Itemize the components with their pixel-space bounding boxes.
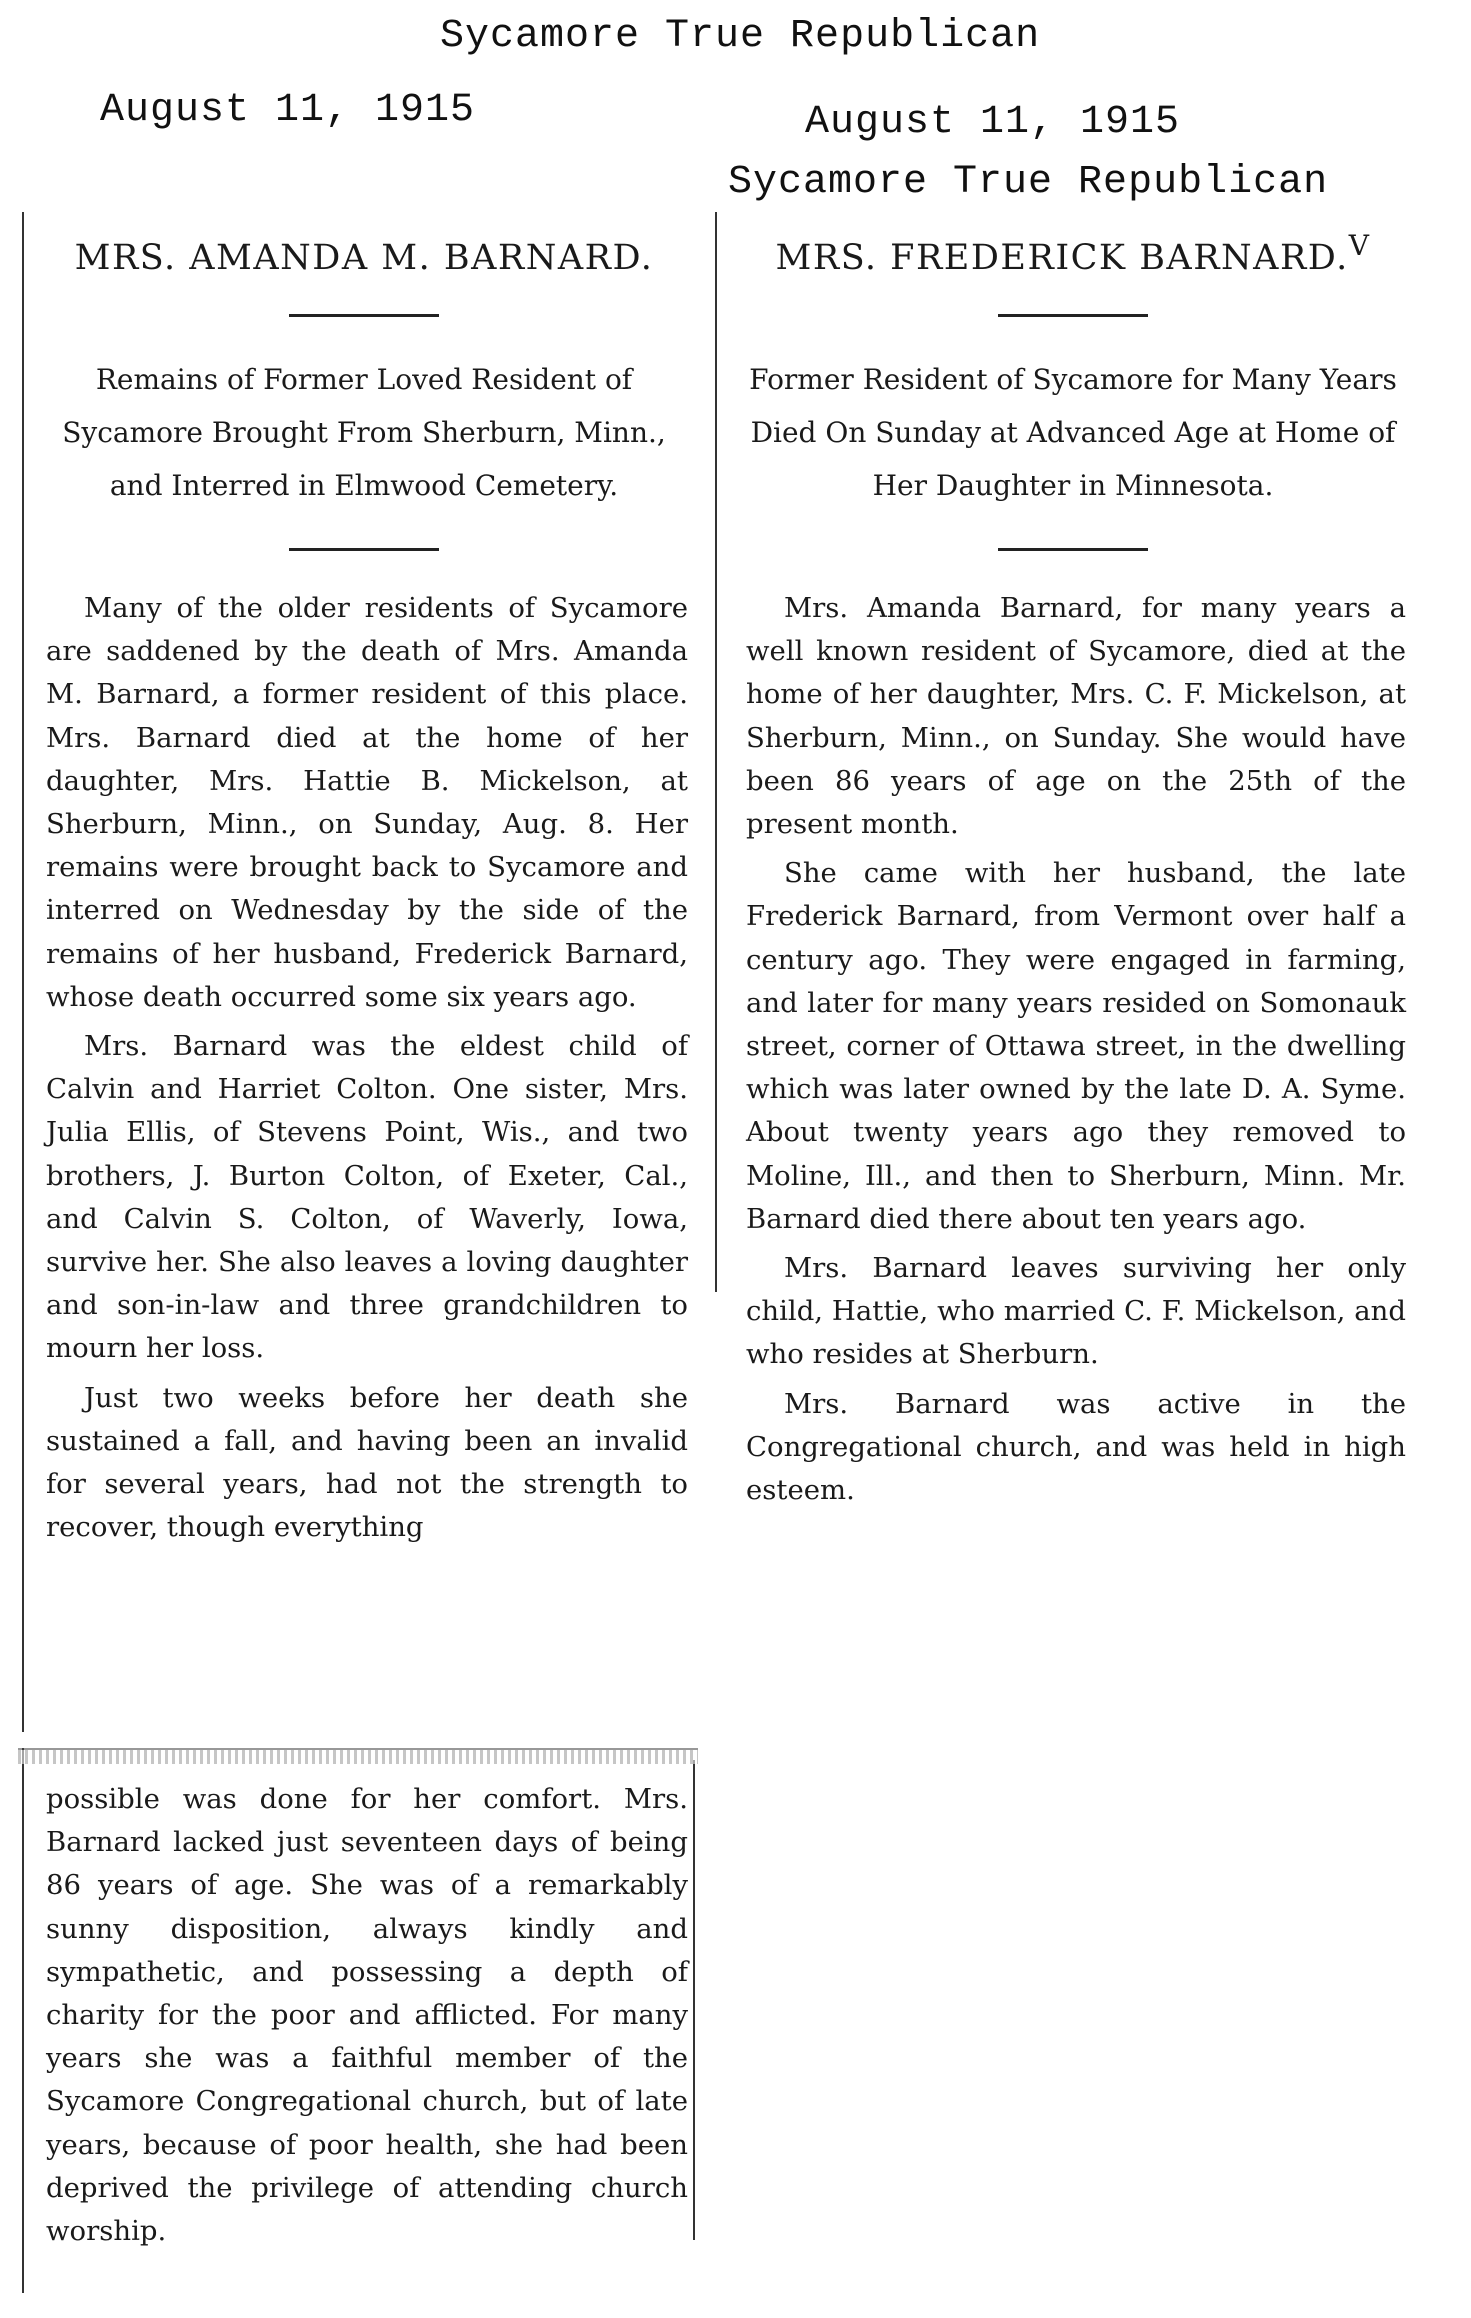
date-right: August 11, 1915: [805, 100, 1181, 145]
column-rule-left-continuation: [22, 1748, 24, 2293]
date-left: August 11, 1915: [100, 88, 476, 133]
right-article: [728, 212, 1418, 1752]
left-subhead: Remains of Former Loved Resident of Sycamore Brought From Sherburn, Minn., and Interred in Elmwood Cemetery.: [62, 363, 666, 502]
right-paragraph-2: She came with her husband, the late Frederick Barnard, from Vermont over half a century ago. They were engaged in farming, and later for many years resided on Somonauk street, corner of Ottawa street, in the dwelling which was later owned by the late D. A. Syme. About twenty years ago they removed to Moline, Ill., and then to Sherburn, Minn. Mr. Barnard died there about ten years ago.: [746, 857, 1406, 1235]
left-article: [28, 212, 700, 1732]
publication-title-top: Sycamore True Republican: [440, 14, 1041, 59]
left-headline: MRS. AMANDA M. BARNARD.: [74, 238, 654, 278]
check-mark: V: [1348, 229, 1371, 262]
left-body: [46, 587, 688, 1549]
right-paragraph-1: Mrs. Amanda Barnard, for many years a well known resident of Sycamore, died at the home of her daughter, Mrs. C. F. Mickelson, at Sherburn, Minn., on Sunday. She would have been 86 years of age on the 25th of the present month.: [746, 592, 1406, 841]
publication-title-right: Sycamore True Republican: [728, 160, 1329, 205]
left-continuation-body: [46, 1778, 688, 2253]
left-continuation-paragraph: possible was done for her comfort. Mrs. Barnard lacked just seventeen days of being 86 years of age. She was of a remarkably sunny disposition, always kindly and sympathetic, and possessing a depth of charity for the poor and afflicted. For many years she was a faithful member of the Sycamore Congregational church, but of late years, because of poor health, she had been deprived the privilege of attending church worship.: [46, 1783, 688, 2248]
subhead-divider-right: [998, 548, 1148, 551]
left-paragraph-1: Many of the older residents of Sycamore are saddened by the death of Mrs. Amanda M. Barnard, a former resident of this place. Mrs. Barnard died at the home of her daughter, Mrs. Hattie B. Mickelson, at Sherburn, Minn., on Sunday, Aug. 8. Her remains were brought back to Sycamore and interred on Wednesday by the side of the remains of her husband, Frederick Barnard, whose death occurred some six years ago.: [46, 592, 688, 1013]
right-paragraph-3: Mrs. Barnard leaves surviving her only child, Hattie, who married C. F. Mickelson, and who resides at Sherburn.: [746, 1252, 1406, 1371]
headline-divider-right: [998, 314, 1148, 317]
headline-divider: [289, 314, 439, 317]
right-body: [746, 587, 1406, 1512]
left-paragraph-2: Mrs. Barnard was the eldest child of Calvin and Harriet Colton. One sister, Mrs. Julia Ellis, of Stevens Point, Wis., and two brothers, J. Burton Colton, of Exeter, Cal., and Calvin S. Colton, of Waverly, Iowa, survive her. She also leaves a loving daughter and son-in-law and three grandchildren to mourn her loss.: [46, 1030, 688, 1365]
right-subhead: Former Resident of Sycamore for Many Years Died On Sunday at Advanced Age at Home of Her Daughter in Minnesota.: [749, 363, 1397, 502]
left-article-continuation: [28, 1748, 700, 2293]
column-rule-middle: [715, 212, 717, 1292]
left-paragraph-3: Just two weeks before her death she sustained a fall, and having been an invalid for several years, had not the strength to recover, though everything: [46, 1381, 688, 1544]
column-rule-left: [22, 212, 24, 1732]
right-headline-text: MRS. FREDERICK BARNARD.: [775, 238, 1349, 278]
subhead-divider: [289, 548, 439, 551]
right-headline: [728, 229, 1418, 278]
right-paragraph-4: Mrs. Barnard was active in the Congregational church, and was held in high esteem.: [746, 1387, 1406, 1507]
